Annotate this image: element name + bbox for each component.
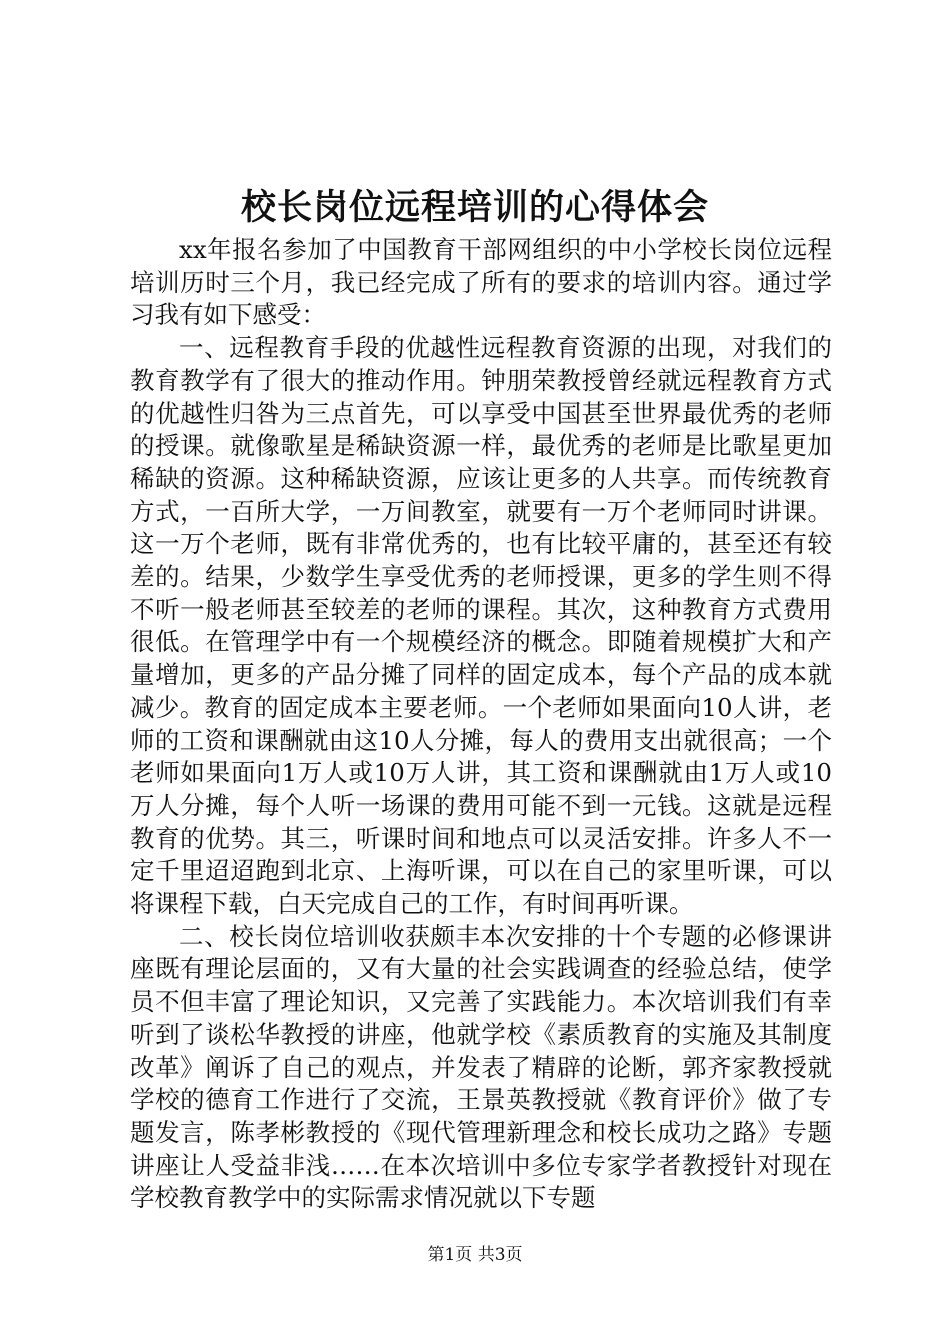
document-title: 校长岗位远程培训的心得体会 xyxy=(240,187,709,228)
page-number-footer: 第1页 共3页 xyxy=(427,1245,523,1265)
paragraph-section-one: 一、远程教育手段的优越性远程教育资源的出现，对我们的教育教学有了很大的推动作用。钟朋荣教授曾经就远程教育方式的优越性归咎为三点首先，可以享受中国甚至世界最优秀的老师的授课。就像歌星是稀缺资源一样，最优秀的老师是比歌星更加稀缺的资源。这种稀缺资源，应该让更多的人共享。而传统教育方式，一百所大学，一万间教室，就要有一万个老师同时讲课。这一万个老师，既有非常优秀的，也有比较平庸的，甚至还有较差的。结果，少数学生享受优秀的老师授课，更多的学生则不得不听一般老师甚至较差的老师的课程。其次，这种教育方式费用很低。在管理学中有一个规模经济的概念。即随着规模扩大和产量增加，更多的产品分摊了同样的固定成本，每个产品的成本就减少。教育的固定成本主要老师。一个老师如果面向10人讲，老师的工资和课酬就由这10人分摊，每人的费用支出就很高；一个老师如果面向1万人或10万人讲，其工资和课酬就由1万人或10万人分摊，每个人听一场课的费用可能不到一元钱。这就是远程教育的优势。其三，听课时间和地点可以灵活安排。许多人不一定千里迢迢跑到北京、上海听课，可以在自己的家里听课，可以将课程下载，白天完成自己的工作，有时间再听课。 xyxy=(130,333,832,919)
document-body xyxy=(130,234,832,1215)
paragraph-intro: xx年报名参加了中国教育干部网组织的中小学校长岗位远程培训历时三个月，我已经完成了所有的要求的培训内容。通过学习我有如下感受： xyxy=(130,235,832,330)
paragraph-section-two: 二、校长岗位培训收获颇丰本次安排的十个专题的必修课讲座既有理论层面的，又有大量的社会实践调查的经验总结，使学员不但丰富了理论知识，又完善了实践能力。本次培训我们有幸听到了谈松华教授的讲座，他就学校《素质教育的实施及其制度改革》阐诉了自己的观点，并发表了精辟的论断，郭齐家教授就学校的德育工作进行了交流，王景英教授就《教育评价》做了专题发言，陈孝彬教授的《现代管理新理念和校长成功之路》专题讲座让人受益非浅……在本次培训中多位专家学者教授针对现在学校教育教学中的实际需求情况就以下专题 xyxy=(130,921,832,1213)
